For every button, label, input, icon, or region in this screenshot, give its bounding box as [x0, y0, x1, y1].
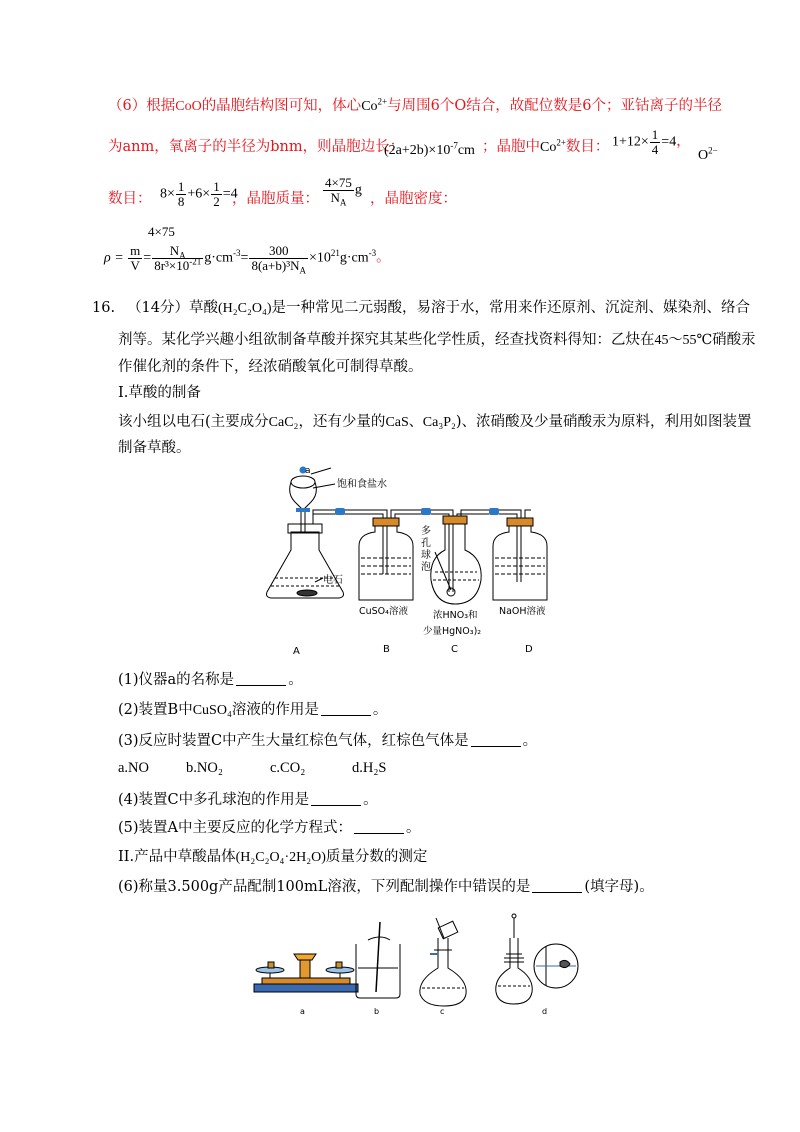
text: 为anm，氧离子的半径为bnm，则晶胞边长： — [108, 139, 405, 155]
density-top — [148, 222, 175, 242]
formula-cac2: CaC₂ — [268, 415, 299, 430]
text: 溶液的作用是 — [231, 702, 319, 718]
co-charge: 2+ — [556, 137, 566, 148]
label-bubbler-1: 多 — [421, 526, 431, 537]
o-count-expr — [160, 180, 238, 209]
volumetric-flask-pour — [420, 918, 466, 1006]
q16-line-3 — [118, 357, 423, 377]
na: N — [169, 243, 180, 258]
formula-oxalic-dihydrate: (H₂C₂O₄·2H₂O) — [235, 850, 326, 865]
den — [152, 256, 203, 273]
q16-line-1 — [92, 298, 750, 319]
m-over-v — [128, 244, 142, 273]
formula-oxalic: (H₂C₂O₄) — [218, 301, 272, 316]
label-bubbler-4: 泡 — [421, 562, 431, 573]
text: 。 — [522, 733, 538, 749]
label-c-2: 少量HgNO₃)₂ — [423, 626, 482, 637]
expr: =4 — [661, 134, 677, 150]
den: 2 — [213, 194, 220, 209]
option-c[interactable]: c.CO₂ — [270, 760, 306, 776]
part1-title — [118, 383, 201, 403]
den: 8 — [177, 194, 185, 209]
d1-top: 4×75 — [148, 224, 175, 239]
num: 4×75 — [325, 175, 352, 190]
edge-exp: -7 — [450, 140, 458, 151]
edge-length-expr — [384, 141, 475, 161]
option-d[interactable]: d.H₂S — [352, 760, 387, 776]
text: (1)仪器a的名称是 — [118, 672, 235, 688]
formula-cuso4: CuSO₄ — [192, 703, 232, 718]
tail-exp: 21 — [330, 248, 340, 259]
num: m — [130, 243, 141, 258]
tail: ×10 — [308, 250, 331, 266]
flask-c — [431, 522, 481, 604]
half-fraction — [211, 180, 222, 209]
den — [323, 190, 354, 208]
na-sub: A — [179, 250, 186, 261]
label-bubbler-3: 球 — [421, 550, 431, 561]
answer-blank[interactable] — [471, 732, 521, 747]
num: 1 — [177, 179, 185, 194]
unit-exp: -3 — [233, 248, 241, 259]
expr: 1+12× — [612, 134, 649, 150]
unit: g·cm — [204, 250, 234, 266]
part2-title — [118, 847, 427, 868]
label-bubbler-2: 孔 — [421, 538, 431, 549]
caption-d: D — [525, 644, 533, 655]
option-b[interactable]: b.NO₂ — [186, 760, 223, 776]
carbide-lumps — [297, 590, 317, 596]
expr: 8× — [160, 186, 175, 202]
op-caption-a: a — [300, 1007, 305, 1016]
q16-line-5 — [118, 438, 191, 458]
text: ，还有少量的 — [298, 414, 386, 430]
text: II.产品中草酸晶体 — [118, 849, 236, 865]
label-c-1: 浓HNO₃和 — [433, 610, 478, 621]
answer-line-3b — [232, 189, 319, 209]
co: Co — [540, 140, 557, 155]
o: O — [698, 148, 709, 163]
text: 数目： — [108, 191, 152, 207]
formula-coo: CoO — [175, 99, 202, 114]
rho: ρ = — [104, 250, 124, 266]
answer-line-2b — [482, 137, 609, 158]
question-number: 16. — [92, 300, 116, 316]
na: N — [330, 190, 340, 205]
q5 — [118, 818, 421, 838]
text: 作催化剂的条件下，经浓硝酸氧化可制得草酸。 — [118, 359, 423, 375]
beaker — [356, 922, 400, 998]
density-formula — [104, 243, 391, 276]
text: (6)称量3.500g产品配制100mL溶液，下列配制操作中错误的是 — [118, 879, 531, 895]
q6 — [118, 877, 654, 897]
text: （6）根据 — [108, 98, 176, 114]
text: ，晶胞质量： — [232, 191, 319, 207]
text: 硝酸汞 — [712, 332, 756, 348]
text: 。 — [288, 672, 303, 688]
label-carbide: 电石 — [323, 575, 343, 586]
co-charge: 2+ — [377, 96, 388, 107]
formula-co — [361, 96, 388, 114]
q3 — [118, 731, 537, 751]
option-a[interactable]: a.NO — [118, 760, 150, 776]
den — [249, 258, 308, 276]
unit-exp: -3 — [368, 248, 377, 259]
text: 。 — [363, 792, 378, 808]
text: (4)装置C中多孔球泡的作用是 — [118, 792, 310, 808]
q1 — [118, 670, 303, 690]
den-sub: A — [299, 265, 306, 276]
text: 该小组以电石(主要成分 — [118, 414, 269, 430]
density-fraction-2 — [249, 243, 308, 276]
num: 1 — [213, 179, 220, 194]
caption-b: B — [383, 644, 390, 655]
text: ；晶胞中 — [482, 139, 540, 155]
expr: +6× — [187, 186, 211, 202]
volumetric-flask-read — [496, 914, 578, 1004]
density-fraction-1 — [152, 244, 203, 273]
answer-blank[interactable] — [532, 878, 582, 893]
text: (3)反应时装置C中产生大量红棕色气体，红棕色气体是 — [118, 733, 469, 749]
q16-line-4 — [118, 412, 752, 433]
text: 数目： — [565, 139, 610, 155]
text: 质量分数的测定 — [325, 849, 428, 865]
mass-expr — [322, 175, 362, 208]
o-ion — [698, 146, 718, 166]
edge-expr: (2a+2b)×10 — [384, 143, 451, 158]
na-sub: A — [339, 197, 347, 208]
answer-line-2 — [108, 137, 404, 157]
eighth-fraction — [176, 180, 187, 209]
o-charge: 2− — [708, 145, 718, 156]
text: (5)装置A中主要反应的化学方程式： — [118, 820, 353, 836]
answer-blank[interactable] — [236, 671, 286, 686]
num: 1 — [651, 127, 659, 142]
text: (2)装置B中 — [118, 702, 193, 718]
text: (填字母)。 — [584, 879, 654, 895]
co-ion — [540, 137, 566, 155]
operations-figure — [240, 898, 590, 1023]
answer-line-3c — [370, 189, 457, 209]
den: V — [130, 258, 140, 273]
op-caption-b: b — [374, 1007, 380, 1016]
answer-line-1 — [108, 96, 722, 117]
text: ，晶胞密度： — [370, 191, 457, 207]
op-caption-c: c — [440, 1007, 445, 1016]
num: 300 — [249, 244, 308, 259]
q4 — [118, 790, 378, 810]
answer-line-3 — [108, 189, 152, 209]
text: )、浓硝酸及少量硝酸汞为原料，利用如图装置 — [455, 414, 752, 430]
unit: g — [354, 182, 362, 198]
bottle-d — [493, 522, 547, 600]
co-count-expr: 1+12× $\frac{1}{4}$ =4， — [612, 127, 691, 157]
balance — [254, 954, 358, 992]
text: 制备草酸。 — [118, 440, 191, 456]
den-exp: -21 — [189, 256, 202, 267]
expr: =4 — [222, 186, 238, 202]
caption-a: A — [293, 646, 300, 657]
end: 。 — [376, 250, 391, 266]
q2 — [118, 700, 387, 721]
eq: = — [240, 250, 249, 266]
text: 的晶胞结构图可知，体心 — [201, 98, 362, 114]
den: 4 — [651, 142, 659, 157]
eq: = — [143, 250, 152, 266]
text: 。 — [406, 820, 421, 836]
text: 剂等。某化学兴趣小组欲制备草酸并探究其某些化学性质，经查找资料得知：乙炔在 — [118, 332, 655, 348]
formula-impurities: CaS、Ca₃P₂ — [385, 415, 456, 430]
answer-blank[interactable] — [321, 701, 371, 716]
temperature: 45～55℃ — [654, 333, 713, 348]
apparatus-diagram — [255, 462, 575, 662]
q16-line-2 — [118, 330, 756, 351]
flask-a — [267, 532, 344, 598]
eye-icon — [560, 960, 570, 967]
text: 是一种常见二元弱酸，易溶于水，常用来作还原剂、沉淀剂、媒染剂、络合 — [271, 300, 751, 316]
den-text: 8r³×10 — [154, 258, 190, 273]
mass-fraction — [323, 175, 354, 208]
label-naoh: NaOH溶液 — [499, 606, 546, 617]
op-caption-d: d — [542, 1007, 548, 1016]
label-brine: 饱和食盐水 — [337, 479, 387, 490]
text: 。 — [372, 702, 388, 718]
answer-blank[interactable] — [311, 791, 361, 806]
label-a: a — [305, 466, 311, 476]
text: 与周围6个O结合，故配位数是6个；亚钴离子的半径 — [387, 98, 722, 114]
unit: g·cm — [339, 250, 369, 266]
text: I.草酸的制备 — [118, 385, 201, 401]
edge-unit: cm — [457, 143, 475, 158]
caption-c: C — [451, 644, 458, 655]
quarter-fraction — [650, 128, 661, 157]
den-text: 8(a+b)³N — [251, 258, 300, 273]
label-cuso4: CuSO₄溶液 — [359, 606, 408, 617]
answer-blank[interactable] — [354, 819, 404, 834]
bottle-b — [359, 522, 413, 600]
co: Co — [361, 99, 378, 114]
text: （14分）草酸 — [127, 300, 219, 316]
